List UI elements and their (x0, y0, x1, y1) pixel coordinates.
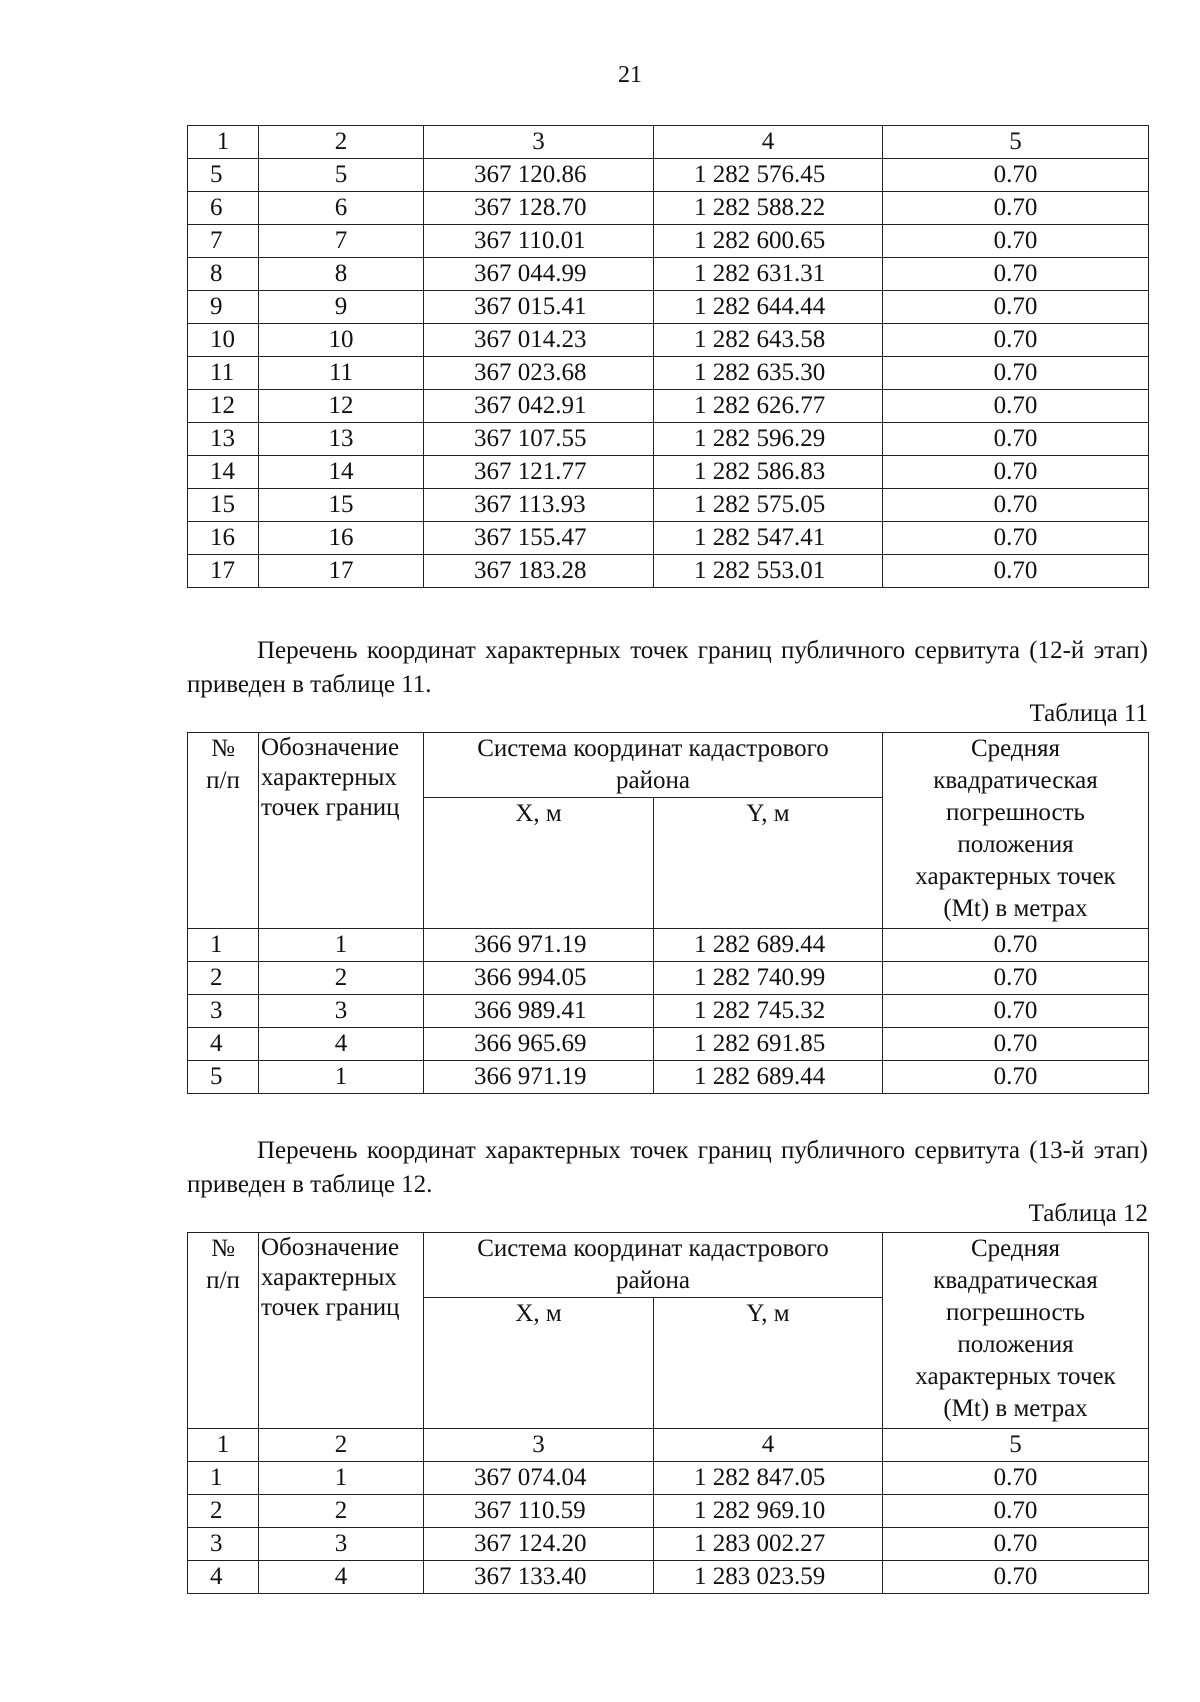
header-coordinate-system: Система координат кадастрового района (424, 733, 883, 798)
cell-point: 14 (259, 456, 424, 489)
cell-error: 0.70 (883, 159, 1149, 192)
cell-number: 4 (188, 1028, 259, 1061)
table-row (188, 1462, 1149, 1495)
paragraph-text: Перечень координат характерных точек границ публичного сервитута (13-й этап) приведен в таблице 12. (187, 1137, 1148, 1198)
cell-number: 3 (188, 1528, 259, 1561)
cell-error: 0.70 (883, 390, 1149, 423)
header-designation: Обозначение характерных точек границ (259, 1233, 424, 1429)
cell-y: 1 282 644.44 (654, 291, 883, 324)
cell-y: 1 282 969.10 (654, 1495, 883, 1528)
cell-number: 1 (188, 929, 259, 962)
cell-error: 0.70 (883, 555, 1149, 588)
cell-y: 1 282 576.45 (654, 159, 883, 192)
table-header-row (188, 1233, 1149, 1298)
table-row (188, 357, 1149, 390)
table-11-caption: Таблица 11 (1029, 700, 1148, 727)
paragraph-text: Перечень координат характерных точек границ публичного сервитута (12-й этап) приведен в таблице 11. (187, 637, 1148, 698)
cell-point: 4 (259, 1561, 424, 1594)
header-error: Средняя квадратическая погрешность положения характерных точек (Mt) в метрах (883, 1233, 1149, 1429)
header-x: X, м (424, 798, 654, 929)
table-row (188, 390, 1149, 423)
cell-x: 367 124.20 (424, 1528, 654, 1561)
header-x: X, м (424, 1298, 654, 1429)
cell-y: 1 282 586.83 (654, 456, 883, 489)
page-number: 21 (618, 62, 642, 88)
header-y: Y, м (654, 798, 883, 929)
cell-x: 367 107.55 (424, 423, 654, 456)
cell-error: 0.70 (883, 258, 1149, 291)
cell-error: 0.70 (883, 962, 1149, 995)
cell-x: 366 994.05 (424, 962, 654, 995)
table-body (188, 159, 1149, 588)
cell-point: 17 (259, 555, 424, 588)
column-number: 1 (188, 1429, 259, 1462)
cell-number: 4 (188, 1561, 259, 1594)
cell-number: 3 (188, 995, 259, 1028)
cell-y: 1 282 575.05 (654, 489, 883, 522)
cell-y: 1 282 847.05 (654, 1462, 883, 1495)
cell-y: 1 282 553.01 (654, 555, 883, 588)
cell-number: 8 (188, 258, 259, 291)
cell-error: 0.70 (883, 357, 1149, 390)
cell-y: 1 282 547.41 (654, 522, 883, 555)
header-number: № п/п (188, 733, 259, 929)
cell-x: 367 110.01 (424, 225, 654, 258)
cell-error: 0.70 (883, 1561, 1149, 1594)
table-row (188, 456, 1149, 489)
cell-y: 1 283 023.59 (654, 1561, 883, 1594)
cell-y: 1 282 631.31 (654, 258, 883, 291)
cell-x: 366 971.19 (424, 1061, 654, 1094)
table-row (188, 291, 1149, 324)
cell-error: 0.70 (883, 192, 1149, 225)
table-row (188, 489, 1149, 522)
cell-number: 12 (188, 390, 259, 423)
table-row (188, 159, 1149, 192)
cell-point: 7 (259, 225, 424, 258)
cell-point: 2 (259, 1495, 424, 1528)
cell-x: 367 183.28 (424, 555, 654, 588)
cell-error: 0.70 (883, 423, 1149, 456)
cell-error: 0.70 (883, 522, 1149, 555)
cell-x: 366 965.69 (424, 1028, 654, 1061)
table-row (188, 423, 1149, 456)
cell-error: 0.70 (883, 929, 1149, 962)
cell-error: 0.70 (883, 1061, 1149, 1094)
cell-point: 12 (259, 390, 424, 423)
table-body (188, 1462, 1149, 1594)
cell-number: 17 (188, 555, 259, 588)
table-row (188, 192, 1149, 225)
cell-number: 10 (188, 324, 259, 357)
cell-error: 0.70 (883, 489, 1149, 522)
cell-x: 367 133.40 (424, 1561, 654, 1594)
table-11 (187, 732, 1149, 1094)
cell-number: 11 (188, 357, 259, 390)
cell-x: 366 971.19 (424, 929, 654, 962)
cell-error: 0.70 (883, 1495, 1149, 1528)
table-row (188, 324, 1149, 357)
cell-y: 1 282 740.99 (654, 962, 883, 995)
cell-y: 1 282 745.32 (654, 995, 883, 1028)
cell-x: 367 128.70 (424, 192, 654, 225)
table-body (188, 929, 1149, 1094)
table-row (188, 995, 1149, 1028)
header-coordinate-system: Система координат кадастрового района (424, 1233, 883, 1298)
cell-x: 367 014.23 (424, 324, 654, 357)
column-number: 5 (883, 1429, 1149, 1462)
table-row (188, 1061, 1149, 1094)
cell-x: 367 044.99 (424, 258, 654, 291)
cell-y: 1 282 643.58 (654, 324, 883, 357)
table-row (188, 258, 1149, 291)
column-number: 4 (654, 126, 883, 159)
table-12 (187, 1232, 1149, 1594)
column-number: 5 (883, 126, 1149, 159)
cell-y: 1 282 691.85 (654, 1028, 883, 1061)
table-column-numbers (188, 1429, 1149, 1462)
cell-x: 367 120.86 (424, 159, 654, 192)
cell-point: 5 (259, 159, 424, 192)
cell-number: 1 (188, 1462, 259, 1495)
table-row (188, 1528, 1149, 1561)
cell-error: 0.70 (883, 1462, 1149, 1495)
cell-x: 367 113.93 (424, 489, 654, 522)
table-row (188, 522, 1149, 555)
cell-point: 9 (259, 291, 424, 324)
cell-y: 1 282 689.44 (654, 1061, 883, 1094)
cell-y: 1 282 689.44 (654, 929, 883, 962)
cell-number: 16 (188, 522, 259, 555)
cell-point: 1 (259, 929, 424, 962)
cell-point: 3 (259, 1528, 424, 1561)
cell-x: 367 015.41 (424, 291, 654, 324)
column-number: 3 (424, 126, 654, 159)
cell-point: 3 (259, 995, 424, 1028)
column-number: 1 (188, 126, 259, 159)
table-column-numbers (188, 126, 1149, 159)
cell-y: 1 282 600.65 (654, 225, 883, 258)
cell-x: 367 155.47 (424, 522, 654, 555)
cell-y: 1 283 002.27 (654, 1528, 883, 1561)
header-designation: Обозначение характерных точек границ (259, 733, 424, 929)
cell-point: 1 (259, 1462, 424, 1495)
cell-point: 10 (259, 324, 424, 357)
cell-point: 8 (259, 258, 424, 291)
cell-number: 15 (188, 489, 259, 522)
cell-x: 366 989.41 (424, 995, 654, 1028)
cell-number: 14 (188, 456, 259, 489)
cell-x: 367 121.77 (424, 456, 654, 489)
cell-y: 1 282 596.29 (654, 423, 883, 456)
table-row (188, 1561, 1149, 1594)
cell-number: 6 (188, 192, 259, 225)
table-row (188, 1495, 1149, 1528)
table-12-caption: Таблица 12 (1028, 1200, 1148, 1227)
cell-number: 2 (188, 1495, 259, 1528)
cell-number: 13 (188, 423, 259, 456)
column-number: 3 (424, 1429, 654, 1462)
table-row (188, 555, 1149, 588)
cell-point: 15 (259, 489, 424, 522)
table-header-row (188, 733, 1149, 798)
cell-point: 13 (259, 423, 424, 456)
cell-x: 367 023.68 (424, 357, 654, 390)
cell-x: 367 042.91 (424, 390, 654, 423)
cell-y: 1 282 635.30 (654, 357, 883, 390)
cell-y: 1 282 626.77 (654, 390, 883, 423)
column-number: 2 (259, 1429, 424, 1462)
cell-point: 4 (259, 1028, 424, 1061)
cell-number: 5 (188, 159, 259, 192)
cell-error: 0.70 (883, 995, 1149, 1028)
cell-number: 5 (188, 1061, 259, 1094)
paragraph-table-12-intro (187, 1134, 1148, 1202)
header-y: Y, м (654, 1298, 883, 1429)
header-number: № п/п (188, 1233, 259, 1429)
cell-number: 7 (188, 225, 259, 258)
cell-error: 0.70 (883, 1028, 1149, 1061)
coordinates-table-continued (187, 125, 1149, 588)
cell-error: 0.70 (883, 1528, 1149, 1561)
cell-error: 0.70 (883, 324, 1149, 357)
paragraph-table-11-intro (187, 634, 1148, 702)
cell-error: 0.70 (883, 225, 1149, 258)
table-row (188, 929, 1149, 962)
cell-x: 367 074.04 (424, 1462, 654, 1495)
header-error: Средняя квадратическая погрешность положения характерных точек (Mt) в метрах (883, 733, 1149, 929)
cell-error: 0.70 (883, 456, 1149, 489)
table-row (188, 1028, 1149, 1061)
cell-x: 367 110.59 (424, 1495, 654, 1528)
cell-number: 2 (188, 962, 259, 995)
table-row (188, 962, 1149, 995)
cell-point: 2 (259, 962, 424, 995)
cell-point: 16 (259, 522, 424, 555)
cell-error: 0.70 (883, 291, 1149, 324)
cell-point: 1 (259, 1061, 424, 1094)
cell-point: 6 (259, 192, 424, 225)
cell-y: 1 282 588.22 (654, 192, 883, 225)
cell-point: 11 (259, 357, 424, 390)
cell-number: 9 (188, 291, 259, 324)
column-number: 4 (654, 1429, 883, 1462)
table-row (188, 225, 1149, 258)
column-number: 2 (259, 126, 424, 159)
